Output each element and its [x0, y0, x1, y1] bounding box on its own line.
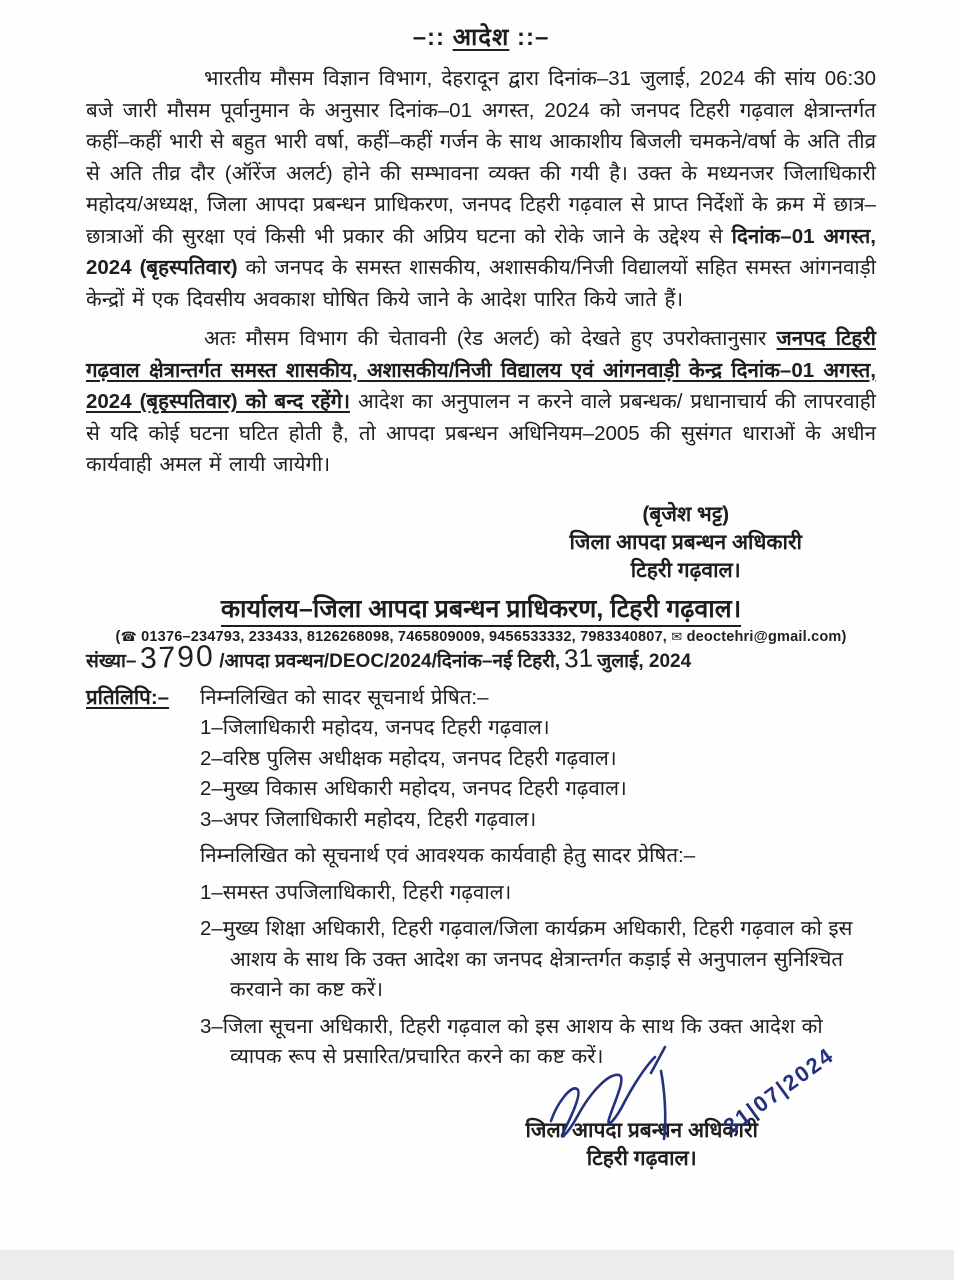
- copy-intro-1: निम्नलिखित को सादर सूचनार्थ प्रेषित:–: [200, 685, 489, 709]
- contact-email: deoctehri@gmail.com: [686, 628, 842, 645]
- ref-day-handwritten: 31: [563, 642, 594, 673]
- paragraph-2-text: अतः मौसम विभाग की चेतावनी (रेड अलर्ट) को देखते हुए उपरोक्तानुसार: [204, 327, 777, 350]
- signatory-name: (बृजेश भट्ट): [642, 502, 730, 526]
- handwritten-signature: [543, 1043, 713, 1153]
- order-title-prefix: –::: [412, 24, 446, 51]
- copy-list1-item: 1–जिलाधिकारी महोदय, जनपद टिहरी गढ़वाल।: [200, 716, 550, 739]
- signature-district: टिहरी गढ़वाल।: [586, 1146, 697, 1170]
- contact-close-paren: ): [841, 628, 847, 645]
- copy-intro-2: निम्नलिखित को सूचनार्थ एवं आवश्यक कार्यवाही हेतु सादर प्रेषित:–: [200, 844, 696, 867]
- ref-tail: जुलाई, 2024: [597, 650, 692, 672]
- body-paragraph-1: [86, 63, 876, 315]
- signature-designation: जिला आपदा प्रबन्धन अधिकारी: [525, 1118, 758, 1142]
- office-heading-text: कार्यालय–जिला आपदा प्रबन्धन प्राधिकरण, टिहरी गढ़वाल।: [221, 595, 741, 627]
- copy-list1-item: 3–अपर जिलाधिकारी महोदय, टिहरी गढ़वाल।: [200, 807, 537, 831]
- scan-edge-band: [0, 1250, 954, 1280]
- copy-list1-item: 2–मुख्य विकास अधिकारी महोदय, जनपद टिहरी गढ़वाल।: [200, 777, 627, 800]
- copy-list2-item: 2–मुख्य शिक्षा अधिकारी, टिहरी गढ़वाल/जिला कार्यक्रम अधिकारी, टिहरी गढ़वाल को इस आशय के साथ कि उक्त आदेश का जनपद क्षेत्रान्तर्गत कड़ाई से अनुपालन सुनिश्चित करवाने का कष्ट करें।: [200, 917, 853, 1001]
- order-title-suffix: ::–: [516, 24, 550, 51]
- signatory-designation: जिला आपदा प्रबन्धन अधिकारी: [569, 530, 802, 554]
- order-title: [86, 20, 876, 53]
- signatory-block-top: [569, 501, 802, 585]
- paragraph-1-text: भारतीय मौसम विज्ञान विभाग, देहरादून द्वारा दिनांक–31 जुलाई, 2024 की सांय 06:30 बजे जारी मौसम पूर्वानुमान के अनुसार दिनांक–01 अगस्त, 2024 को जनपद टिहरी गढ़वाल क्षेत्रान्तर्गत कहीं–कहीं भारी से बहुत भारी वर्षा, कहीं–कहीं गर्जन के साथ आकाशीय बिजली चमकने/वर्षा के अति तीव्र से अति तीव्र दौर (ऑरेंज अलर्ट) होने की सम्भावना व्यक्त की गयी है। उक्त के मध्यनजर जिलाधिकारी महोदय/अध्यक्ष, जिला आपदा प्रबन्धन प्राधिकरण, जनपद टिहरी गढ़वाल से प्राप्त निर्देशों के क्रम में छात्र–छात्राओं की सुरक्षा एवं किसी भी प्रकार की अप्रिय घटना को रोके जाने के उद्देश्य से: [86, 67, 876, 248]
- mail-icon: ✉: [671, 628, 683, 644]
- body-paragraph-2: [86, 323, 876, 481]
- paragraph-1-text-tail: को जनपद के समस्त शासकीय, अशासकीय/निजी विद्यालयों सहित समस्त आंगनवाड़ी केन्द्रों में एक दिवसीय अवकाश घोषित किये जाने के आदेश पारित किये जाते हैं।: [86, 256, 876, 311]
- ref-label: संख्या–: [86, 650, 137, 672]
- contact-open-paren: (: [115, 628, 121, 645]
- copy-list2-item: 1–समस्त उपजिलाधिकारी, टिहरी गढ़वाल।: [200, 880, 512, 904]
- ref-middle: /आपदा प्रवन्धन/DEOC/2024/दिनांक–नई टिहरी,: [219, 650, 561, 672]
- reference-number-line: [86, 639, 876, 675]
- paragraph-2-underlined-order: जनपद टिहरी गढ़वाल क्षेत्रान्तर्गत समस्त शासकीय, अशासकीय/निजी विद्यालय एवं आंगनवाड़ी केन्द्र दिनांक–01 अगस्त, 2024 (बृहस्पतिवार) को बन्द रहेंगे।: [86, 327, 876, 413]
- copy-content: [200, 683, 876, 1073]
- paragraph-1-bold-date: दिनांक–01 अगस्त, 2024 (बृहस्पतिवार): [86, 224, 876, 279]
- phone-icon: ☎: [120, 628, 137, 644]
- contact-phone-numbers: 01376–234793, 233433, 8126268098, 7465809009, 9456533332, 7983340807,: [141, 628, 667, 645]
- copy-list1-item: 2–वरिष्ठ पुलिस अधीक्षक महोदय, जनपद टिहरी गढ़वाल।: [200, 746, 617, 770]
- copy-section: [86, 683, 876, 1073]
- office-heading: [86, 591, 876, 625]
- copy-list2-item: 3–जिला सूचना अधिकारी, टिहरी गढ़वाल को इस आशय के साथ कि उक्त आदेश को व्यापक रूप से प्रसारित/प्रचारित करने का कष्ट करें।: [200, 1014, 823, 1068]
- paragraph-2-text-tail: आदेश का अनुपालन न करने वाले प्रबन्धक/ प्रधानाचार्य की लापरवाही से यदि कोई घटना घटित होती है, तो आपदा प्रबन्धन अधिनियम–2005 की सुसंगत धाराओं के अधीन कार्यवाही अमल में लायी जायेगी।: [86, 390, 876, 476]
- ref-number-handwritten: 3790: [139, 639, 216, 675]
- copy-label: प्रतिलिपि:–: [86, 685, 170, 709]
- signature-block-bottom: [525, 1041, 839, 1173]
- order-title-word: आदेश: [452, 24, 510, 51]
- handwritten-date: 31|07|2024: [718, 1041, 839, 1139]
- signatory-district: टिहरी गढ़वाल।: [630, 558, 741, 582]
